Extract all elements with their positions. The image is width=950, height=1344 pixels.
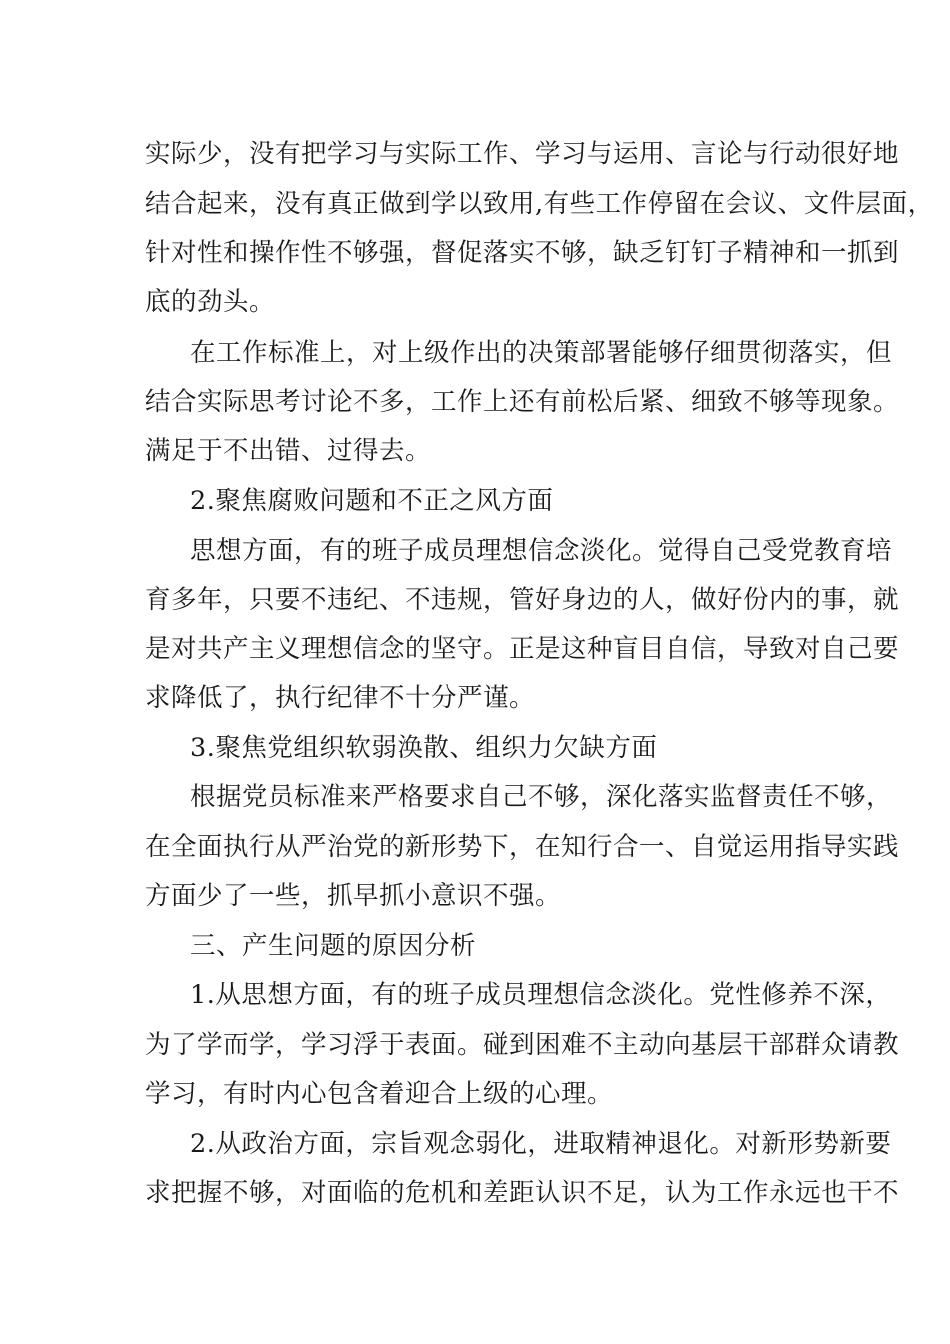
paragraph-first-line: 思想方面，有的班子成员理想信念淡化。觉得自己受党教育培	[190, 536, 893, 566]
paragraph-first-line: 1.从思想方面，有的班子成员理想信念淡化。党性修养不深，	[190, 980, 892, 1010]
paragraph-line: 结合起来，没有真正做到学以致用,有些工作停留在会议、文件层面，	[145, 189, 934, 219]
section-heading: 2.聚焦腐败问题和不正之风方面	[190, 486, 554, 516]
paragraph-line: 针对性和操作性不够强，督促落实不够，缺乏钉钉子精神和一抓到	[145, 238, 900, 268]
paragraph-line: 求把握不够，对面临的危机和差距认识不足，认为工作永远也干不	[145, 1178, 900, 1208]
paragraph-line: 实际少，没有把学习与实际工作、学习与运用、言论与行动很好地	[145, 139, 900, 169]
paragraph-first-line: 2.从政治方面，宗旨观念弱化，进取精神退化。对新形势新要	[190, 1129, 892, 1159]
section-heading: 3.聚焦党组织软弱涣散、组织力欠缺方面	[190, 733, 658, 763]
paragraph-line: 满足于不出错、过得去。	[145, 436, 432, 466]
paragraph-first-line: 在工作标准上，对上级作出的决策部署能够仔细贯彻落实，但	[190, 338, 893, 368]
paragraph-line: 结合实际思考讨论不多，工作上还有前松后紧、细致不够等现象。	[145, 387, 900, 417]
paragraph-line: 求降低了，执行纪律不十分严谨。	[145, 683, 536, 713]
paragraph-first-line: 根据党员标准来严格要求自己不够，深化落实监督责任不够，	[190, 782, 893, 812]
paragraph-line: 底的劲头。	[145, 287, 276, 317]
paragraph-line: 学习，有时内心包含着迎合上级的心理。	[145, 1079, 614, 1109]
paragraph-line: 育多年，只要不违纪、不违规，管好身边的人，做好份内的事，就	[145, 585, 900, 615]
paragraph-line: 方面少了一些，抓早抓小意识不强。	[145, 881, 562, 911]
paragraph-line: 为了学而学，学习浮于表面。碰到困难不主动向基层干部群众请教	[145, 1030, 900, 1060]
paragraph-line: 是对共产主义理想信念的坚守。正是这种盲目自信，导致对自己要	[145, 634, 900, 664]
section-heading: 三、产生问题的原因分析	[190, 931, 477, 961]
paragraph-line: 在全面执行从严治党的新形势下，在知行合一、自觉运用指导实践	[145, 832, 900, 862]
